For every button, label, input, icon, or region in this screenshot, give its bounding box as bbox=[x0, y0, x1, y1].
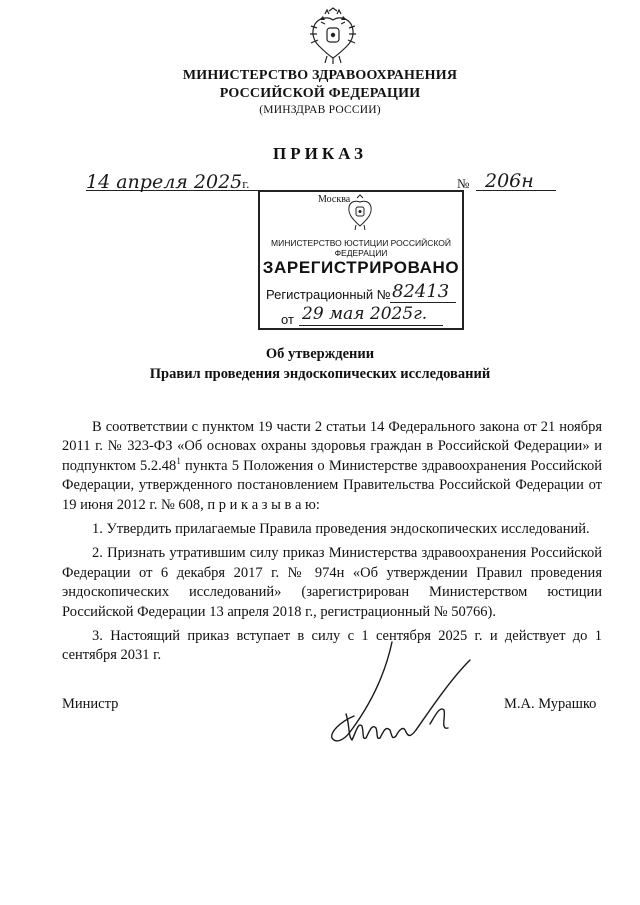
order-number: 206н bbox=[485, 170, 534, 192]
order-number-label: № bbox=[457, 176, 470, 191]
handwritten-signature-icon bbox=[300, 640, 480, 750]
minister-name: М.А. Мурашко bbox=[504, 696, 597, 712]
stamp-eagle-icon bbox=[345, 194, 375, 232]
footnote-mark: 1 bbox=[176, 455, 181, 466]
order-body bbox=[62, 418, 602, 671]
stamp-registration-label: Регистрационный № bbox=[266, 287, 391, 302]
ministry-name-line2: РОССИЙСКОЙ ФЕДЕРАЦИИ bbox=[219, 86, 421, 101]
stamp-registration-underline bbox=[390, 302, 456, 303]
stamp-registration-date: 29 мая 2025г. bbox=[302, 304, 428, 324]
minister-position: Министр bbox=[62, 696, 119, 712]
intro-paragraph: В соответствии с пунктом 19 части 2 статьи 14 Федерального закона от 21 ноября 2011 г. № 323-ФЗ «Об основах охраны здоровья граждан в Российской Федерации» и подпунктом 5.2.48$^1$ пункта 5 Положения о Министерстве здравоохранения Российской Федерации, утвержденного постановлением Правительства Российской Федерации от 19 июня 2012 г. № 608, п р и к а з ы в а ю: bbox=[62, 419, 602, 513]
subject-line2: Правил проведения эндоскопических исследований bbox=[149, 366, 491, 382]
ministry-name-line1: МИНИСТЕРСТВО ЗДРАВООХРАНЕНИЯ bbox=[182, 68, 458, 83]
subject-line1: Об утверждении bbox=[265, 346, 375, 362]
item-2: 2. Признать утратившим силу приказ Министерства здравоохранения Российской Федерации от 6 декабря 2017 г. № 974н «Об утверждении Правил проведения эндоскопических исследований» (зарегистрирован Министерством юстиции Российской Федерации 13 апреля 2018 г., регистрационный № 50766). bbox=[62, 545, 602, 620]
item-3: 3. Настоящий приказ вступает в силу с 1 сентября 2025 г. и действует до 1 сентября 2031 г. bbox=[62, 628, 602, 664]
stamp-date-underline bbox=[299, 325, 443, 326]
stamp-ministry: МИНИСТЕРСТВО ЮСТИЦИИ РОССИЙСКОЙ ФЕДЕРАЦИИ bbox=[271, 238, 451, 258]
stamp-registered-label: ЗАРЕГИСТРИРОВАНО bbox=[262, 258, 460, 277]
russian-double-headed-eagle-icon bbox=[307, 6, 359, 66]
order-date: 14 апреля 2025г. bbox=[86, 171, 250, 193]
date-suffix: г. bbox=[242, 176, 250, 191]
stamp-city: Москва bbox=[318, 194, 351, 205]
ministry-short-name: (МИНЗДРАВ РОССИИ) bbox=[259, 104, 381, 116]
stamp-registration-number: 82413 bbox=[392, 281, 450, 302]
item-1: 1. Утвердить прилагаемые Правила проведения эндоскопических исследований. bbox=[92, 521, 590, 538]
stamp-from-label: от bbox=[281, 312, 294, 327]
order-title: ПРИКАЗ bbox=[273, 144, 367, 163]
